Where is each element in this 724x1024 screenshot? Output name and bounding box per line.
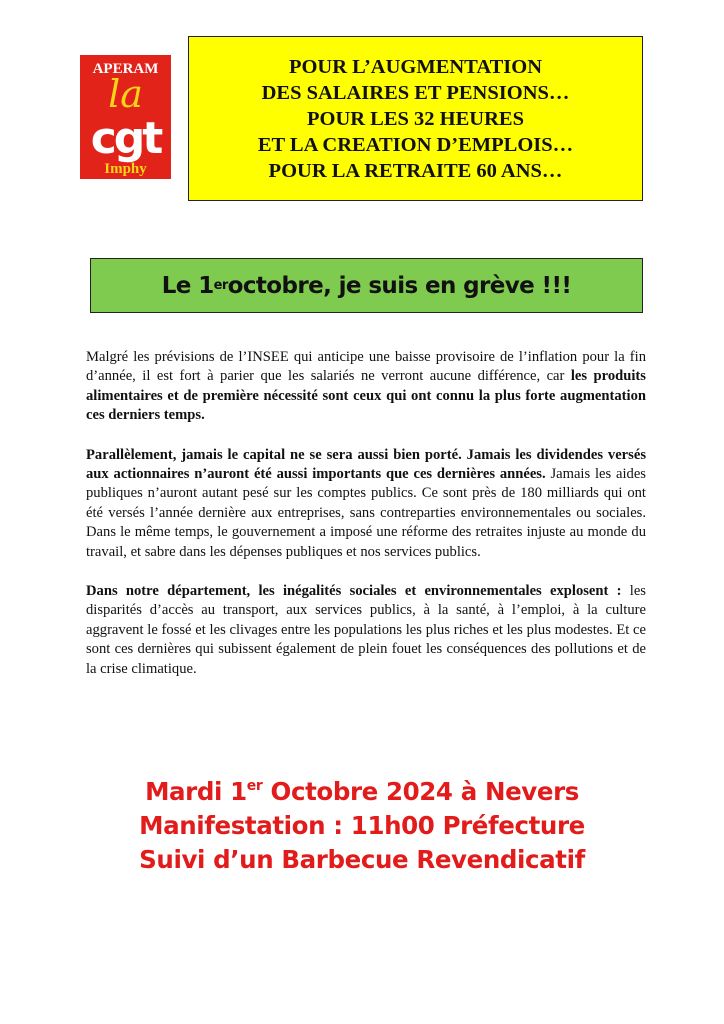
paragraph-bold-text: les produits alimentaires et de première nécessité sont ceux qui ont connu la plus forte augmentation ces derniers temps. bbox=[86, 368, 646, 424]
paragraph-inflation bbox=[86, 348, 646, 426]
paragraph-bold-text: Dans notre département, les inégalités sociales et environnementales explosent : bbox=[86, 583, 622, 600]
headline-text-end: octobre, je suis en grève !!! bbox=[227, 272, 572, 299]
paragraph-text: Jamais les aides publiques n’auront autant pesé sur les comptes publics. Ce sont près de 180 milliards qui ont été versés l’année dernière aux entreprises, sans contreparties environnementales ou sociales. Dans le même temps, le gouvernement a imposé une réforme des retraites injuste au monde du travail, et sabre dans les dépenses publiques et nos services publics. bbox=[86, 466, 646, 560]
demands-banner bbox=[188, 36, 643, 201]
logo-script-text: la bbox=[108, 72, 143, 116]
paragraph-text: Malgré les prévisions de l’INSEE qui anticipe une baisse provisoire de l’inflation pour la fin d’année, il est fort à parier que les salariés ne verront aucune différence, car bbox=[86, 349, 646, 385]
event-date-superscript: er bbox=[246, 778, 263, 794]
event-date bbox=[0, 775, 724, 809]
cgt-logo bbox=[80, 55, 171, 179]
event-barbecue: Suivi d’un Barbecue Revendicatif bbox=[139, 845, 585, 874]
logo-bottom-text: Imphy bbox=[104, 161, 147, 177]
logo-main-text: cgt bbox=[90, 113, 161, 164]
banner-line: POUR LA RETRAITE 60 ANS… bbox=[268, 159, 563, 182]
event-demonstration: Manifestation : 11h00 Préfecture bbox=[139, 811, 585, 840]
event-date-start: Mardi 1 bbox=[145, 777, 247, 806]
logo-top-text: APERAM bbox=[92, 61, 159, 77]
paragraph-capital bbox=[86, 446, 646, 562]
paragraph-bold-text: Parallèlement, jamais le capital ne se sera aussi bien porté. Jamais les dividendes versés aux actionnaires n’auront été aussi importants que ces dernières années. bbox=[86, 446, 646, 483]
event-details bbox=[0, 775, 724, 877]
banner-line: ET LA CREATION D’EMPLOIS… bbox=[257, 133, 574, 156]
strike-headline: Le 1 er octobre, je suis en grève !!! bbox=[90, 258, 643, 313]
paragraph-inequalities bbox=[86, 582, 646, 679]
banner-line: POUR LES 32 HEURES bbox=[306, 107, 524, 130]
headline-text-start: Le 1 bbox=[161, 272, 214, 299]
event-date-end: Octobre 2024 à Nevers bbox=[262, 777, 579, 806]
paragraph-text: les disparités d’accès au transport, aux services publics, à la santé, à l’emploi, à la culture aggravent le fossé et les clivages entre les populations les plus riches et les plus modestes. Et ce sont ces dernières qui subissent également de plein fouet les conséquences des pollutions et de la crise climatique. bbox=[86, 583, 646, 677]
body-text bbox=[86, 348, 646, 699]
banner-line: DES SALAIRES ET PENSIONS… bbox=[261, 81, 570, 104]
banner-line: POUR L’AUGMENTATION bbox=[288, 55, 543, 78]
